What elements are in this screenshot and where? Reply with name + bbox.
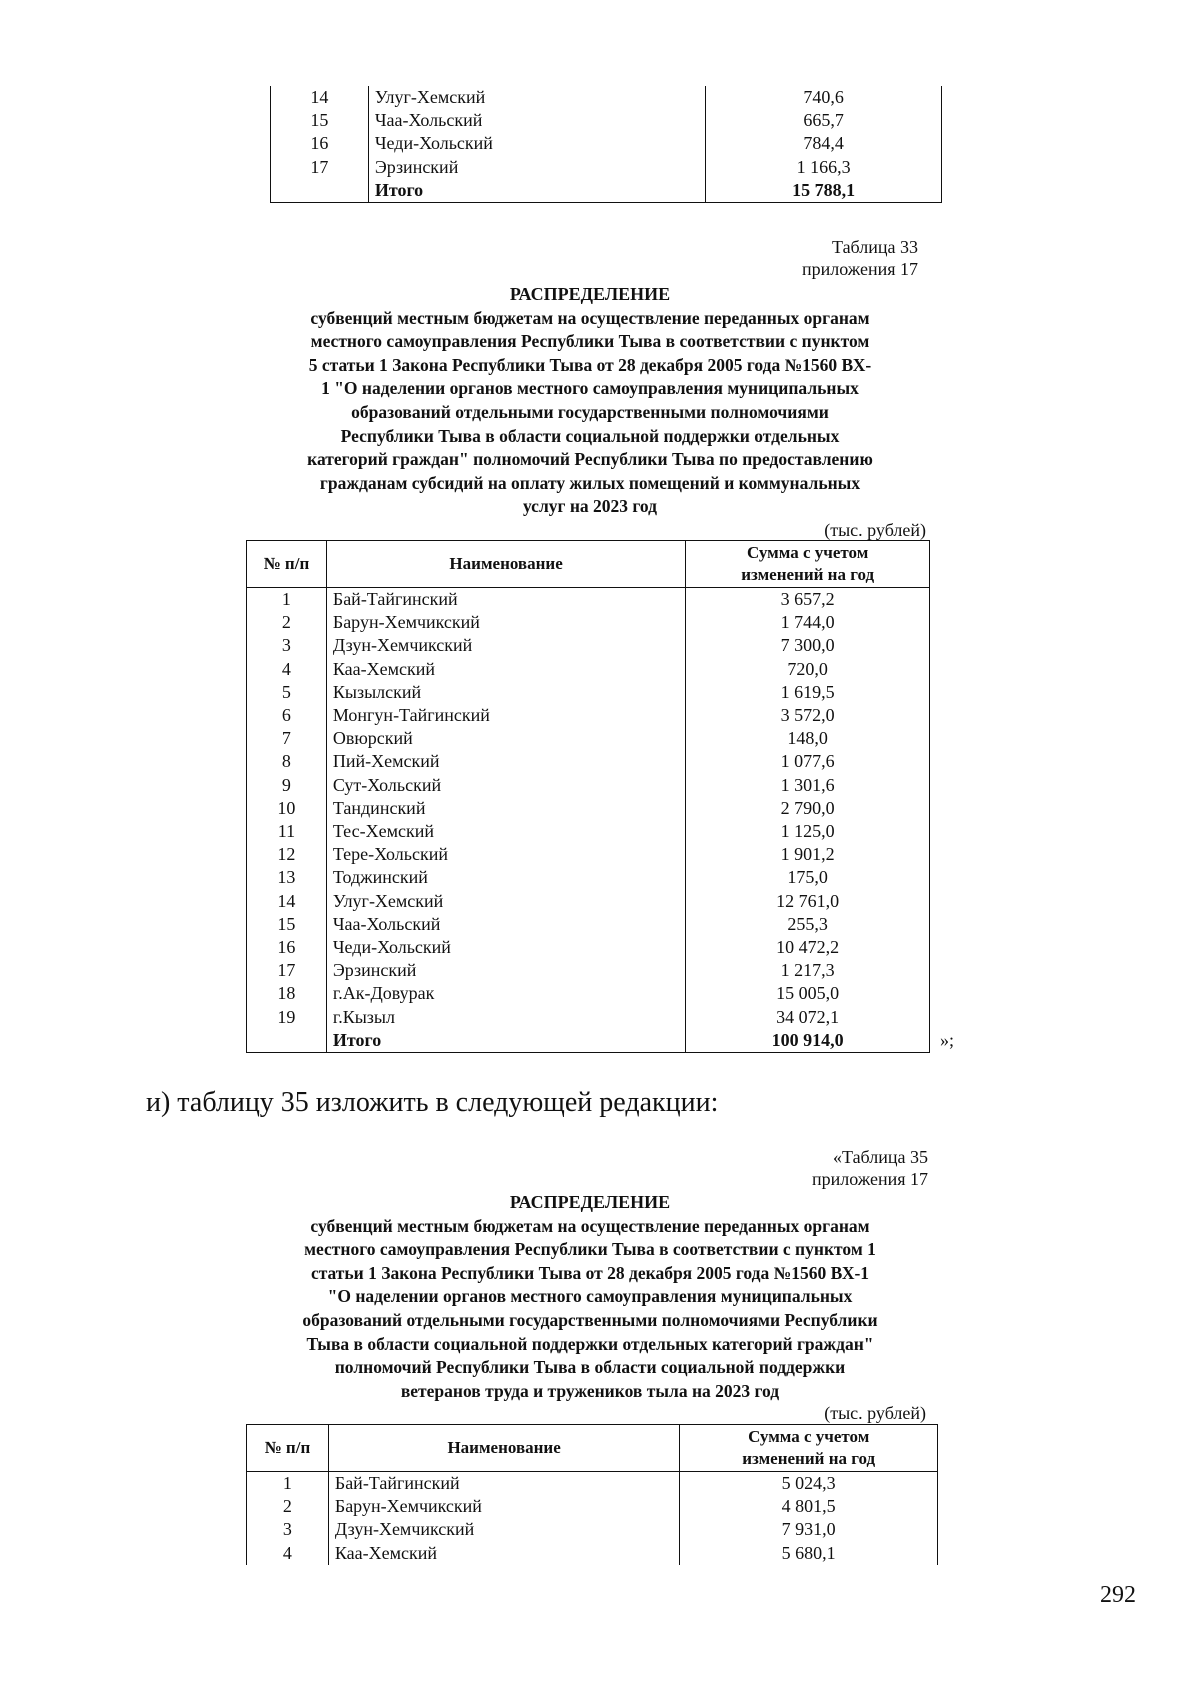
table-row [247,774,930,797]
row-number: 19 [247,1006,327,1029]
row-name: Барун-Хемчикский [328,1495,680,1518]
row-number: 1 [247,1472,329,1496]
row-number: 16 [271,132,369,155]
total-label: Итого [326,1029,685,1053]
total-value: 15 788,1 [706,179,942,203]
row-number: 9 [247,774,327,797]
row-name: Каа-Хемский [328,1542,680,1565]
row-value: 15 005,0 [686,982,930,1005]
row-value: 1 619,5 [686,681,930,704]
row-number: 4 [247,658,327,681]
title-line: полномочий Республики Тыва в области социальной поддержки [334,1357,846,1378]
row-name: г.Кызыл [326,1006,685,1029]
row-value: 255,3 [686,913,930,936]
table35-body [247,1472,938,1565]
row-number: 2 [247,1495,329,1518]
row-value: 12 761,0 [686,890,930,913]
table35 [246,1424,938,1565]
title-line: категорий граждан" полномочий Республики Тыва по предоставлению [307,449,873,470]
row-number: 14 [247,890,327,913]
title-line: Республики Тыва в области социальной поддержки отдельных [340,425,840,446]
row-number: 5 [247,681,327,704]
table33-body [247,588,930,1053]
row-value: 34 072,1 [686,1006,930,1029]
row-name: Пий-Хемский [326,750,685,773]
row-number: 6 [247,704,327,727]
row-number: 8 [247,750,327,773]
table33-caption [600,236,918,280]
row-number: 14 [271,86,369,109]
table33-units: (тыс. рублей) [824,520,926,540]
table33-container [246,540,930,1053]
column-header-sum [686,541,930,588]
table35-caption-line1: «Таблица 35 [833,1147,928,1167]
total-row [247,1029,930,1053]
table-row [247,1518,938,1541]
table-row [247,727,930,750]
top-table-container [270,86,942,203]
table-row [271,132,942,155]
table33-caption-line2: приложения 17 [801,259,918,279]
row-name: г.Ак-Довурак [326,982,685,1005]
title-line: местного самоуправления Республики Тыва в соответствии с пунктом 1 [304,1239,876,1260]
title-line: "О наделении органов местного самоуправления муниципальных [327,1286,853,1307]
table35-title [220,1191,960,1403]
row-number: 12 [247,843,327,866]
table-row [247,1542,938,1565]
closing-quote: »; [940,1030,955,1050]
column-header-name: Наименование [326,541,685,588]
row-value: 148,0 [686,727,930,750]
row-name: Тоджинский [326,866,685,889]
row-name: Дзун-Хемчикский [328,1518,680,1541]
row-name: Улуг-Хемский [368,86,706,109]
row-number: 16 [247,936,327,959]
table33 [246,540,930,1053]
row-value: 1 166,3 [706,156,942,179]
row-name: Овюрский [326,727,685,750]
table-row [247,820,930,843]
row-number: 11 [247,820,327,843]
row-name: Монгун-Тайгинский [326,704,685,727]
total-row [271,179,942,203]
row-value: 1 901,2 [686,843,930,866]
row-number: 1 [247,588,327,612]
row-name: Эрзинский [326,959,685,982]
table33-caption-line1: Таблица 33 [832,237,918,257]
table-row [247,704,930,727]
row-name: Эрзинский [368,156,706,179]
table-row [247,611,930,634]
row-number: 13 [247,866,327,889]
title-line: образований отдельными государственными полномочиями Республики [302,1309,878,1330]
row-value: 1 125,0 [686,820,930,843]
row-name: Бай-Тайгинский [328,1472,680,1496]
row-value: 1 217,3 [686,959,930,982]
title-line: Тыва в области социальной поддержки отдельных категорий граждан" [306,1333,874,1354]
table-row [271,86,942,109]
row-name: Кызылский [326,681,685,704]
row-name: Чеди-Хольский [368,132,706,155]
column-header-number: № п/п [247,1425,329,1472]
row-value: 5 680,1 [680,1542,938,1565]
table35-caption [600,1146,928,1190]
row-name: Сут-Хольский [326,774,685,797]
table-row [247,750,930,773]
row-name: Тере-Хольский [326,843,685,866]
row-name: Чаа-Хольский [368,109,706,132]
table-row [247,890,930,913]
row-name: Чаа-Хольский [326,913,685,936]
row-value: 3 657,2 [686,588,930,612]
title-line: статьи 1 Закона Республики Тыва от 28 декабря 2005 года №1560 ВХ-1 [310,1262,870,1283]
table-row [247,1006,930,1029]
column-header-name: Наименование [328,1425,680,1472]
row-value: 740,6 [706,86,942,109]
row-value: 1 744,0 [686,611,930,634]
table-row [247,913,930,936]
table-row [247,658,930,681]
table35-units: (тыс. рублей) [824,1403,926,1423]
row-name: Каа-Хемский [326,658,685,681]
table-header [247,1425,938,1472]
table-row [247,982,930,1005]
row-name: Дзун-Хемчикский [326,634,685,657]
table35-heading: РАСПРЕДЕЛЕНИЕ [509,1192,671,1212]
row-value: 784,4 [706,132,942,155]
row-number: 3 [247,634,327,657]
table-row [247,797,930,820]
title-line: гражданам субсидий на оплату жилых помещений и коммунальных [319,472,861,493]
row-name: Чеди-Хольский [326,936,685,959]
row-number: 17 [271,156,369,179]
total-value: 100 914,0 [686,1029,930,1053]
row-number: 17 [247,959,327,982]
table-row [247,843,930,866]
row-number: 4 [247,1542,329,1565]
row-value: 175,0 [686,866,930,889]
row-value: 5 024,3 [680,1472,938,1496]
column-header-sum [680,1425,938,1472]
table33-title [220,283,960,519]
table35-caption-line2: приложения 17 [811,1169,928,1189]
row-name: Тандинский [326,797,685,820]
row-number: 18 [247,982,327,1005]
column-header-sum-line1: Сумма с учетом [747,543,869,562]
title-line: субвенций местным бюджетам на осуществление переданных органам [310,307,870,328]
column-header-number: № п/п [247,541,327,588]
row-name: Барун-Хемчикский [326,611,685,634]
column-header-sum-line2: изменений на год [741,565,875,584]
total-label: Итого [368,179,706,203]
row-number: 7 [247,727,327,750]
row-number: 15 [247,913,327,936]
row-number: 10 [247,797,327,820]
title-line: образований отдельными государственными полномочиями [351,401,829,422]
row-name: Улуг-Хемский [326,890,685,913]
row-name: Тес-Хемский [326,820,685,843]
title-line: 5 статьи 1 Закона Республики Тыва от 28 декабря 2005 года №1560 ВХ- [308,354,872,375]
table-row [271,109,942,132]
table-row [271,156,942,179]
title-line: 1 "О наделении органов местного самоуправления муниципальных [321,378,859,399]
table-row [247,959,930,982]
row-value: 7 931,0 [680,1518,938,1541]
table-row [247,681,930,704]
table-row [247,1495,938,1518]
row-value: 1 301,6 [686,774,930,797]
column-header-sum-line2: изменений на год [742,1449,876,1468]
row-value: 720,0 [686,658,930,681]
title-line: местного самоуправления Республики Тыва в соответствии с пунктом [310,331,870,352]
row-value: 3 572,0 [686,704,930,727]
table-row [247,634,930,657]
table-header [247,541,930,588]
row-value: 1 077,6 [686,750,930,773]
table-row [247,866,930,889]
row-value: 7 300,0 [686,634,930,657]
title-line: субвенций местным бюджетам на осуществление переданных органам [310,1215,870,1236]
table-row [247,936,930,959]
title-line: услуг на 2023 год [522,496,658,517]
row-number: 2 [247,611,327,634]
table35-container [246,1424,938,1565]
page-number: 292 [1100,1582,1136,1608]
row-value: 4 801,5 [680,1495,938,1518]
row-number: 15 [271,109,369,132]
row-value: 10 472,2 [686,936,930,959]
instruction-text: и) таблицу 35 изложить в следующей редакции: [146,1087,719,1118]
row-name: Бай-Тайгинский [326,588,685,612]
title-line: ветеранов труда и тружеников тыла на 2023 год [400,1380,780,1401]
top-table [270,86,942,203]
row-number: 3 [247,1518,329,1541]
table-row [247,1472,938,1496]
row-value: 2 790,0 [686,797,930,820]
table33-heading: РАСПРЕДЕЛЕНИЕ [509,284,671,304]
row-value: 665,7 [706,109,942,132]
column-header-sum-line1: Сумма с учетом [748,1427,870,1446]
table-row [247,588,930,612]
